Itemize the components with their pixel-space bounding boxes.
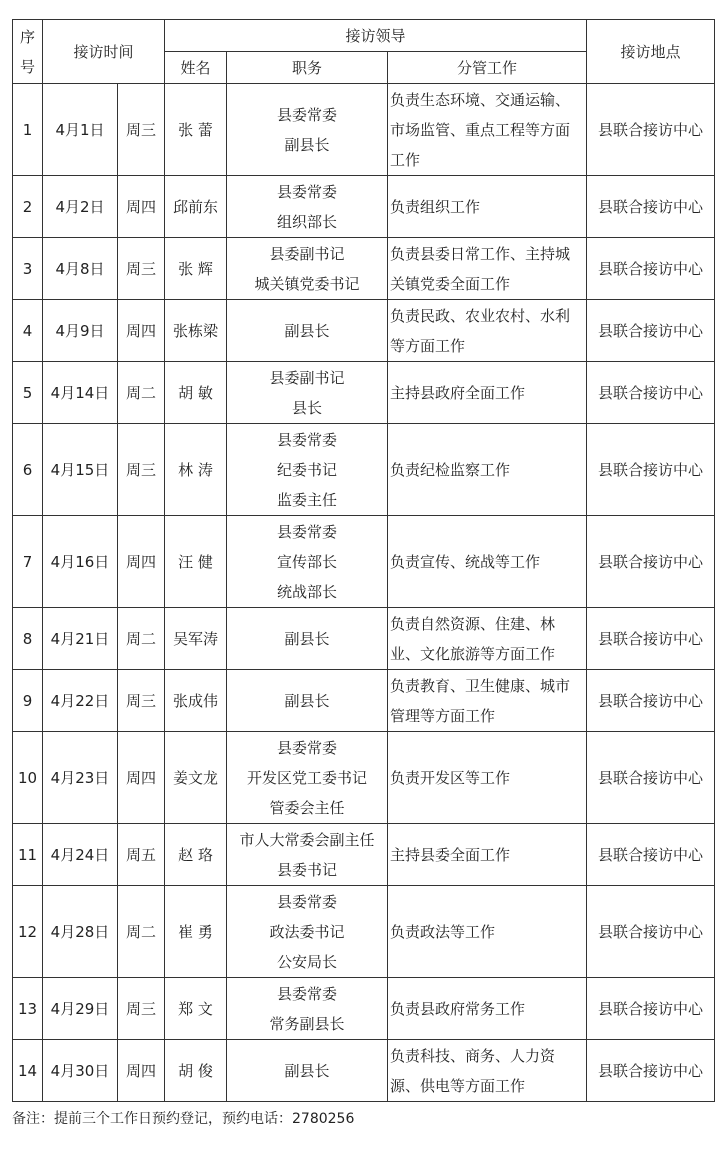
cell-seq: 10	[13, 732, 43, 824]
cell-name: 张栋梁	[165, 300, 227, 362]
table-row	[13, 424, 715, 516]
cell-name: 吴军涛	[165, 608, 227, 670]
cell-weekday: 周三	[118, 670, 165, 732]
cell-seq: 6	[13, 424, 43, 516]
table-row	[13, 978, 715, 1040]
cell-weekday: 周三	[118, 424, 165, 516]
cell-duties	[388, 516, 587, 608]
table-row	[13, 176, 715, 238]
table-row	[13, 516, 715, 608]
cell-duties-line: 业、文化旅游等方面工作	[390, 644, 556, 663]
header-name: 姓名	[165, 52, 227, 84]
cell-duties-line: 负责纪检监察工作	[390, 460, 511, 479]
cell-duties-line: 源、供电等方面工作	[390, 1076, 526, 1095]
cell-position	[227, 978, 388, 1040]
cell-seq: 7	[13, 516, 43, 608]
cell-position	[227, 824, 388, 886]
cell-duties-line: 主持县政府全面工作	[390, 383, 526, 402]
footnote: 备注：提前三个工作日预约登记，预约电话：2780256	[12, 1111, 355, 1127]
cell-position-line: 统战部长	[277, 582, 338, 601]
cell-duties	[388, 824, 587, 886]
table-row	[13, 238, 715, 300]
cell-duties-line: 关镇党委全面工作	[390, 274, 511, 293]
cell-location: 县联合接访中心	[587, 300, 715, 362]
cell-position-line: 宣传部长	[277, 552, 338, 571]
cell-position-line: 县委副书记	[269, 244, 345, 263]
cell-location: 县联合接访中心	[587, 978, 715, 1040]
cell-name: 汪 健	[165, 516, 227, 608]
cell-seq: 13	[13, 978, 43, 1040]
cell-position-line: 公安局长	[277, 952, 338, 971]
cell-duties-line: 管理等方面工作	[390, 706, 496, 725]
cell-date: 4月2日	[43, 176, 118, 238]
cell-position	[227, 362, 388, 424]
cell-duties-line: 负责县政府常务工作	[390, 999, 526, 1018]
cell-position	[227, 608, 388, 670]
cell-duties	[388, 886, 587, 978]
cell-duties-line: 等方面工作	[390, 336, 466, 355]
cell-weekday: 周四	[118, 1040, 165, 1102]
cell-position	[227, 732, 388, 824]
cell-date: 4月9日	[43, 300, 118, 362]
reception-schedule-table	[12, 19, 715, 1102]
cell-position-line: 纪委书记	[277, 460, 338, 479]
cell-weekday: 周四	[118, 176, 165, 238]
cell-date: 4月24日	[43, 824, 118, 886]
cell-position-line: 县委常委	[277, 182, 338, 201]
cell-position-line: 县委常委	[277, 984, 338, 1003]
cell-location: 县联合接访中心	[587, 824, 715, 886]
cell-name: 张成伟	[165, 670, 227, 732]
cell-name: 张 辉	[165, 238, 227, 300]
cell-date: 4月29日	[43, 978, 118, 1040]
cell-position-line: 副县长	[284, 321, 330, 340]
header-location: 接访地点	[587, 20, 715, 84]
cell-location: 县联合接访中心	[587, 670, 715, 732]
cell-duties	[388, 300, 587, 362]
cell-name: 胡 俊	[165, 1040, 227, 1102]
cell-position-line: 县委常委	[277, 892, 338, 911]
cell-position-line: 市人大常委会副主任	[239, 830, 375, 849]
cell-duties	[388, 670, 587, 732]
cell-duties-line: 负责科技、商务、人力资	[390, 1046, 556, 1065]
cell-weekday: 周四	[118, 516, 165, 608]
cell-weekday: 周三	[118, 238, 165, 300]
cell-weekday: 周二	[118, 608, 165, 670]
cell-location: 县联合接访中心	[587, 84, 715, 176]
cell-location: 县联合接访中心	[587, 176, 715, 238]
cell-date: 4月16日	[43, 516, 118, 608]
cell-duties	[388, 608, 587, 670]
cell-seq: 4	[13, 300, 43, 362]
cell-position-line: 县委书记	[277, 860, 338, 879]
cell-weekday: 周二	[118, 362, 165, 424]
cell-location: 县联合接访中心	[587, 732, 715, 824]
cell-duties	[388, 362, 587, 424]
cell-position-line: 常务副县长	[269, 1014, 345, 1033]
cell-position-line: 管委会主任	[269, 798, 345, 817]
cell-duties-line: 负责自然资源、住建、林	[390, 614, 556, 633]
cell-seq: 8	[13, 608, 43, 670]
cell-position	[227, 516, 388, 608]
cell-weekday: 周四	[118, 732, 165, 824]
cell-position-line: 副县长	[284, 1061, 330, 1080]
cell-duties-line: 负责政法等工作	[390, 922, 496, 941]
cell-name: 赵 珞	[165, 824, 227, 886]
table-row	[13, 824, 715, 886]
cell-duties-line: 工作	[390, 150, 421, 169]
cell-name: 邱前东	[165, 176, 227, 238]
cell-duties	[388, 176, 587, 238]
cell-position	[227, 300, 388, 362]
cell-location: 县联合接访中心	[587, 1040, 715, 1102]
cell-seq: 14	[13, 1040, 43, 1102]
cell-seq: 12	[13, 886, 43, 978]
cell-location: 县联合接访中心	[587, 608, 715, 670]
cell-position-line: 县委常委	[277, 738, 338, 757]
cell-position-line: 副县长	[284, 629, 330, 648]
cell-location: 县联合接访中心	[587, 886, 715, 978]
cell-position-line: 城关镇党委书记	[254, 274, 360, 293]
header-position: 职务	[227, 52, 388, 84]
cell-duties-line: 负责组织工作	[390, 197, 481, 216]
cell-position	[227, 886, 388, 978]
header-seq-line: 号	[19, 57, 35, 76]
cell-duties-line: 负责民政、农业农村、水利	[390, 306, 571, 325]
cell-duties	[388, 238, 587, 300]
cell-duties-line: 负责宣传、统战等工作	[390, 552, 541, 571]
cell-duties	[388, 1040, 587, 1102]
cell-position-line: 县委常委	[277, 105, 338, 124]
cell-position	[227, 176, 388, 238]
schedule-body	[13, 84, 715, 1102]
cell-name: 崔 勇	[165, 886, 227, 978]
cell-date: 4月15日	[43, 424, 118, 516]
cell-position-line: 开发区党工委书记	[247, 768, 368, 787]
cell-location: 县联合接访中心	[587, 424, 715, 516]
header-seq-line: 序	[19, 27, 35, 46]
table-row	[13, 84, 715, 176]
cell-position	[227, 238, 388, 300]
cell-date: 4月28日	[43, 886, 118, 978]
cell-duties	[388, 732, 587, 824]
cell-position-line: 副县长	[284, 691, 330, 710]
cell-name: 郑 文	[165, 978, 227, 1040]
cell-location: 县联合接访中心	[587, 238, 715, 300]
cell-seq: 5	[13, 362, 43, 424]
cell-duties	[388, 84, 587, 176]
cell-position	[227, 424, 388, 516]
header-time: 接访时间	[43, 20, 165, 84]
header-row-1	[13, 20, 715, 52]
cell-date: 4月30日	[43, 1040, 118, 1102]
cell-weekday: 周五	[118, 824, 165, 886]
cell-date: 4月22日	[43, 670, 118, 732]
cell-name: 张 蕾	[165, 84, 227, 176]
cell-name: 林 涛	[165, 424, 227, 516]
cell-duties-line: 负责教育、卫生健康、城市	[390, 676, 571, 695]
cell-position-line: 组织部长	[277, 212, 338, 231]
cell-date: 4月8日	[43, 238, 118, 300]
cell-duties-line: 负责县委日常工作、主持城	[390, 244, 571, 263]
cell-name: 胡 敏	[165, 362, 227, 424]
cell-duties-line: 负责开发区等工作	[390, 768, 511, 787]
table-row	[13, 362, 715, 424]
table-row	[13, 732, 715, 824]
cell-location: 县联合接访中心	[587, 516, 715, 608]
table-row	[13, 300, 715, 362]
cell-date: 4月23日	[43, 732, 118, 824]
cell-seq: 11	[13, 824, 43, 886]
cell-seq: 9	[13, 670, 43, 732]
cell-date: 4月1日	[43, 84, 118, 176]
cell-date: 4月14日	[43, 362, 118, 424]
cell-duties-line: 负责生态环境、交通运输、	[390, 90, 571, 109]
table-row	[13, 886, 715, 978]
cell-position	[227, 1040, 388, 1102]
cell-position-line: 县委副书记	[269, 368, 345, 387]
cell-duties-line: 市场监管、重点工程等方面	[390, 120, 571, 139]
cell-duties	[388, 978, 587, 1040]
table-row	[13, 608, 715, 670]
cell-position-line: 监委主任	[277, 490, 338, 509]
header-duties: 分管工作	[388, 52, 587, 84]
cell-weekday: 周三	[118, 978, 165, 1040]
cell-position-line: 政法委书记	[269, 922, 345, 941]
cell-name: 姜文龙	[165, 732, 227, 824]
cell-location: 县联合接访中心	[587, 362, 715, 424]
cell-duties-line: 主持县委全面工作	[390, 845, 511, 864]
cell-duties	[388, 424, 587, 516]
cell-position	[227, 84, 388, 176]
header-leader: 接访领导	[165, 20, 587, 52]
cell-position-line: 副县长	[284, 135, 330, 154]
cell-seq: 2	[13, 176, 43, 238]
cell-seq: 1	[13, 84, 43, 176]
cell-weekday: 周三	[118, 84, 165, 176]
table-row	[13, 670, 715, 732]
header-seq	[13, 20, 43, 84]
cell-position-line: 县委常委	[277, 430, 338, 449]
cell-position-line: 县委常委	[277, 522, 338, 541]
cell-position	[227, 670, 388, 732]
cell-date: 4月21日	[43, 608, 118, 670]
cell-weekday: 周二	[118, 886, 165, 978]
table-row	[13, 1040, 715, 1102]
cell-seq: 3	[13, 238, 43, 300]
cell-position-line: 县长	[292, 398, 323, 417]
cell-weekday: 周四	[118, 300, 165, 362]
